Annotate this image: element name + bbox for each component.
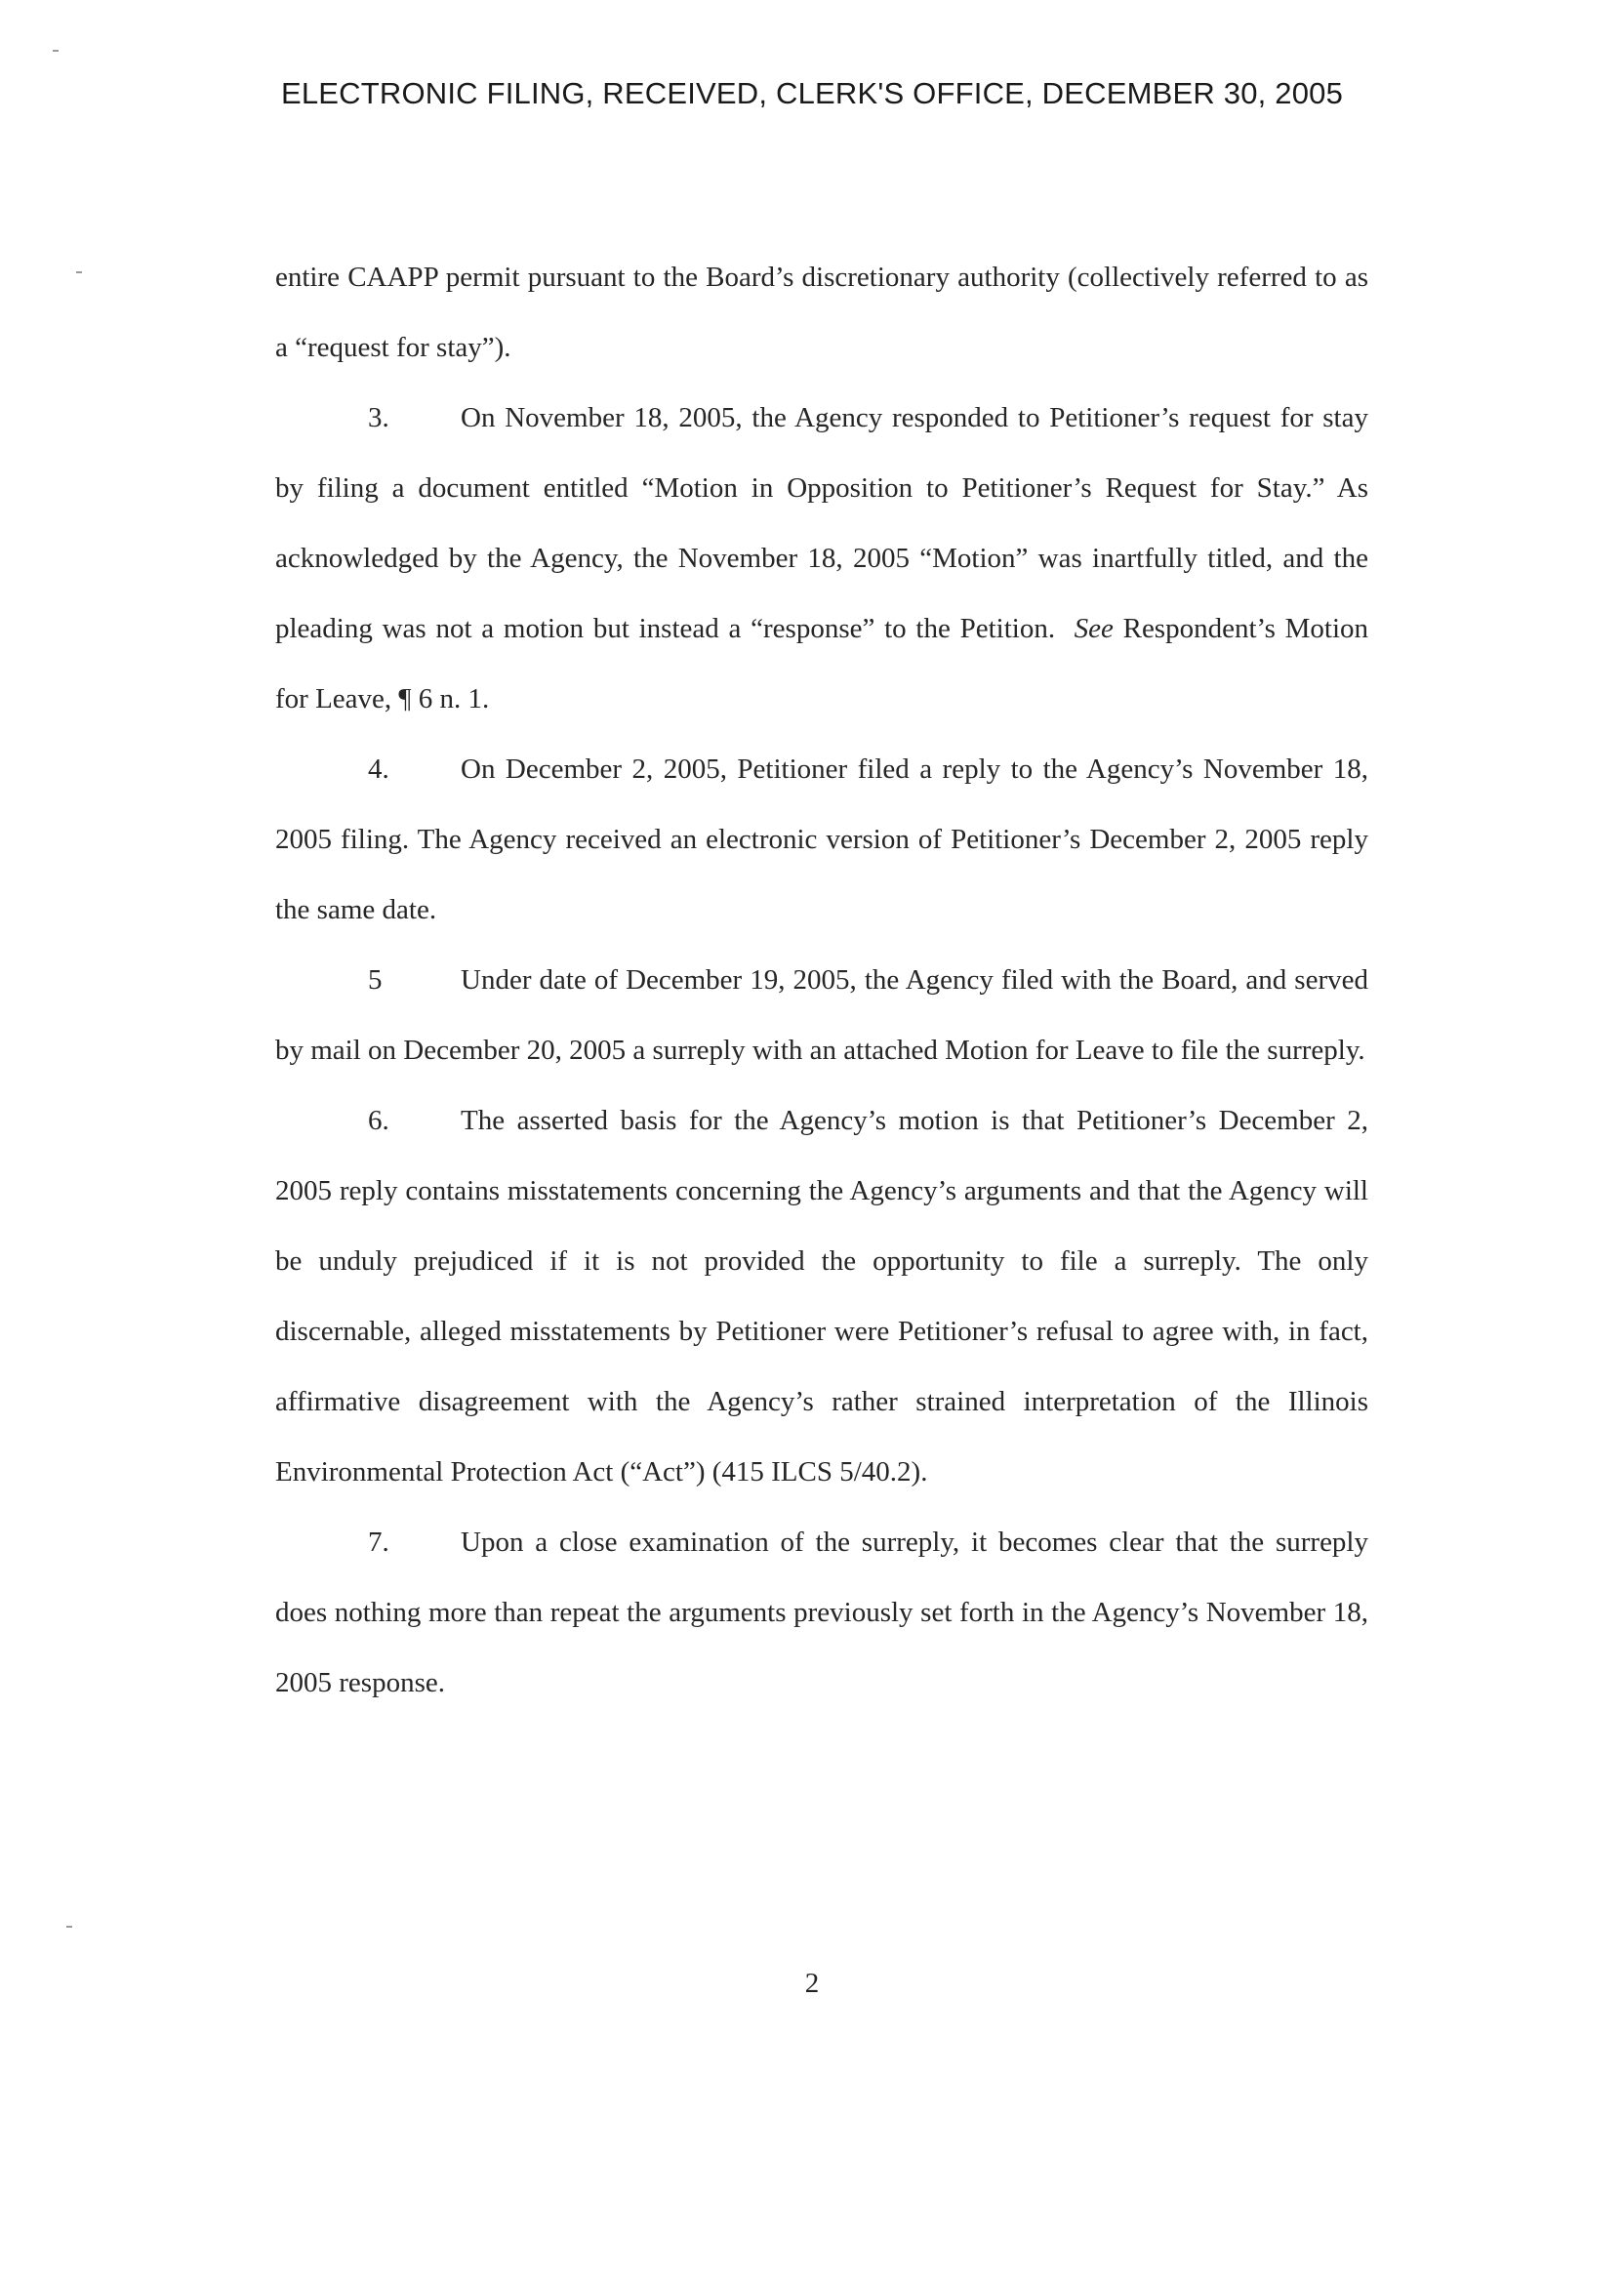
scan-speck <box>53 50 59 52</box>
paragraph-6 <box>275 1085 1368 1507</box>
document-body <box>275 242 1368 1718</box>
paragraph-text: entire CAAPP permit pursuant to the Board’s discretionary authority (collectively referred to as a “request for stay”). <box>275 262 1368 363</box>
citation-signal: See <box>1074 613 1114 644</box>
paragraph-4 <box>275 734 1368 945</box>
paragraph-number: 7. <box>368 1527 389 1558</box>
paragraph-5 <box>275 945 1368 1085</box>
paragraph-7 <box>275 1507 1368 1718</box>
scan-speck <box>66 1926 72 1928</box>
paragraph-text: The asserted basis for the Agency’s motion is that Petitioner’s December 2, 2005 reply contains misstatements concerning the Agency’s arguments and that the Agency will be unduly prejudiced if it is not provided the opportunity to file a surreply. The only discernable, alleged misstatements by Petitioner were Petitioner’s refusal to agree with, in fact, affirmative disagreement with the Agency’s rather strained interpretation of the Illinois Environmental Protection Act (“Act”) (415 ILCS 5/40.2). <box>275 1105 1368 1487</box>
paragraph-text: On November 18, 2005, the Agency responded to Petitioner’s request for stay by filing a document entitled “Motion in Opposition to Petitioner’s Request for Stay.” As acknowledged by the Agency, the November 18, 2005 “Motion” was inartfully titled, and the pleading was not a motion but instead a “response” to the Petition. <box>275 402 1368 644</box>
paragraph-number: 5 <box>368 964 383 996</box>
paragraph-number: 4. <box>368 754 389 785</box>
citation-text: Respondent’s Motion for Leave, ¶ 6 n. 1. <box>275 613 1369 714</box>
paragraph-text: On December 2, 2005, Petitioner filed a reply to the Agency’s November 18, 2005 filing. The Agency received an electronic version of Petitioner’s December 2, 2005 reply the same date. <box>275 754 1368 925</box>
paragraph-text: Under date of December 19, 2005, the Agency filed with the Board, and served by mail on December 20, 2005 a surreply with an attached Motion for Leave to file the surreply. <box>275 964 1368 1066</box>
paragraph-text: Upon a close examination of the surreply, it becomes clear that the surreply does nothing more than repeat the arguments previously set forth in the Agency’s November 18, 2005 response. <box>275 1527 1368 1698</box>
scan-speck <box>76 271 82 273</box>
page-number: 2 <box>804 1968 820 1999</box>
paragraph-3 <box>275 383 1368 734</box>
electronic-filing-stamp: ELECTRONIC FILING, RECEIVED, CLERK'S OFFICE, DECEMBER 30, 2005 <box>280 76 1344 110</box>
paragraph-number: 3. <box>368 402 389 433</box>
paragraph-continuation <box>275 242 1368 383</box>
paragraph-number: 6. <box>368 1105 389 1136</box>
